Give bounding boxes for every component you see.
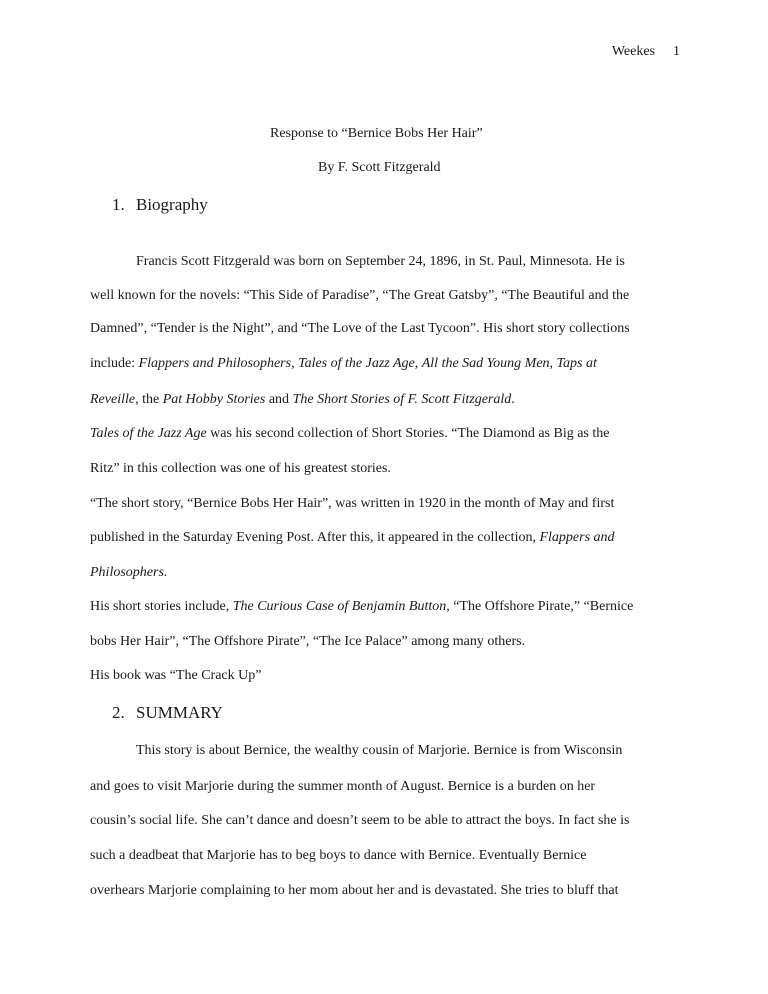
running-header xyxy=(560,44,680,60)
book-title: Pat Hobby Stories xyxy=(162,392,266,407)
summary-line: This story is about Bernice, the wealthy cousin of Marjorie. Bernice is from Wisconsin xyxy=(136,743,623,758)
section-title: SUMMARY xyxy=(136,703,223,722)
book-title: All the Sad Young Men xyxy=(421,356,550,371)
text-run: , xyxy=(549,356,557,371)
book-title: Tales of the Jazz Age xyxy=(90,426,207,441)
text-run: published in the Saturday Evening Post. After this, it appeared in the collection, xyxy=(90,530,540,545)
document-title: Response to “Bernice Bobs Her Hair” xyxy=(270,126,483,141)
section-number: 1. xyxy=(112,195,125,214)
summary-line: such a deadbeat that Marjorie has to beg boys to dance with Bernice. Eventually Bernice xyxy=(90,848,587,863)
summary-line: cousin’s social life. She can’t dance and doesn’t seem to be able to attract the boys. In fact she is xyxy=(90,813,630,828)
text-run: include: xyxy=(90,356,139,371)
text-run: was his second collection of Short Stories. “The Diamond as Big as the xyxy=(206,426,610,441)
section-heading-biography xyxy=(112,195,208,215)
text-run: , “The Offshore Pirate,” “Bernice xyxy=(446,599,634,614)
book-title: Flappers and Philosophers xyxy=(138,356,292,371)
bio-line: Damned”, “Tender is the Night”, and “The Love of the Last Tycoon”. His short story collections xyxy=(90,321,630,336)
bio-line xyxy=(90,530,615,546)
book-title: Philosophers. xyxy=(90,565,168,580)
book-title: Tales of the Jazz Age xyxy=(298,356,415,371)
bio-line: His book was “The Crack Up” xyxy=(90,668,262,683)
header-page-number: 1 xyxy=(673,44,680,59)
bio-line: Francis Scott Fitzgerald was born on September 24, 1896, in St. Paul, Minnesota. He is xyxy=(136,254,625,269)
header-author: Weekes xyxy=(611,44,655,59)
book-title: Reveille, xyxy=(90,392,139,407)
bio-line xyxy=(90,599,633,615)
document-byline: By F. Scott Fitzgerald xyxy=(318,160,441,175)
book-title: Flappers and xyxy=(539,530,615,545)
text-run: . xyxy=(511,392,515,407)
bio-line xyxy=(90,565,167,581)
bio-line: “The short story, “Bernice Bobs Her Hair”, was written in 1920 in the month of May and first xyxy=(90,496,615,511)
text-run: and xyxy=(265,392,293,407)
text-run: , xyxy=(291,356,299,371)
text-run: His short stories include, xyxy=(90,599,233,614)
section-heading-summary xyxy=(112,703,223,723)
summary-line: overhears Marjorie complaining to her mom about her and is devastated. She tries to bluff that xyxy=(90,883,619,898)
bio-line xyxy=(90,356,597,372)
book-title: Taps at xyxy=(556,356,597,371)
bio-line xyxy=(90,392,515,408)
bio-line: well known for the novels: “This Side of Paradise”, “The Great Gatsby”, “The Beautiful and the xyxy=(90,288,630,303)
book-title: The Curious Case of Benjamin Button xyxy=(232,599,447,614)
summary-line: and goes to visit Marjorie during the summer month of August. Bernice is a burden on her xyxy=(90,779,596,794)
section-number: 2. xyxy=(112,703,125,722)
section-title: Biography xyxy=(136,195,208,214)
book-title: The Short Stories of F. Scott Fitzgerald xyxy=(292,392,512,407)
text-run: the xyxy=(138,392,163,407)
bio-line: Ritz” in this collection was one of his greatest stories. xyxy=(90,461,391,476)
bio-line: bobs Her Hair”, “The Offshore Pirate”, “The Ice Palace” among many others. xyxy=(90,634,526,649)
text-run: , xyxy=(414,356,422,371)
bio-line xyxy=(90,426,610,442)
